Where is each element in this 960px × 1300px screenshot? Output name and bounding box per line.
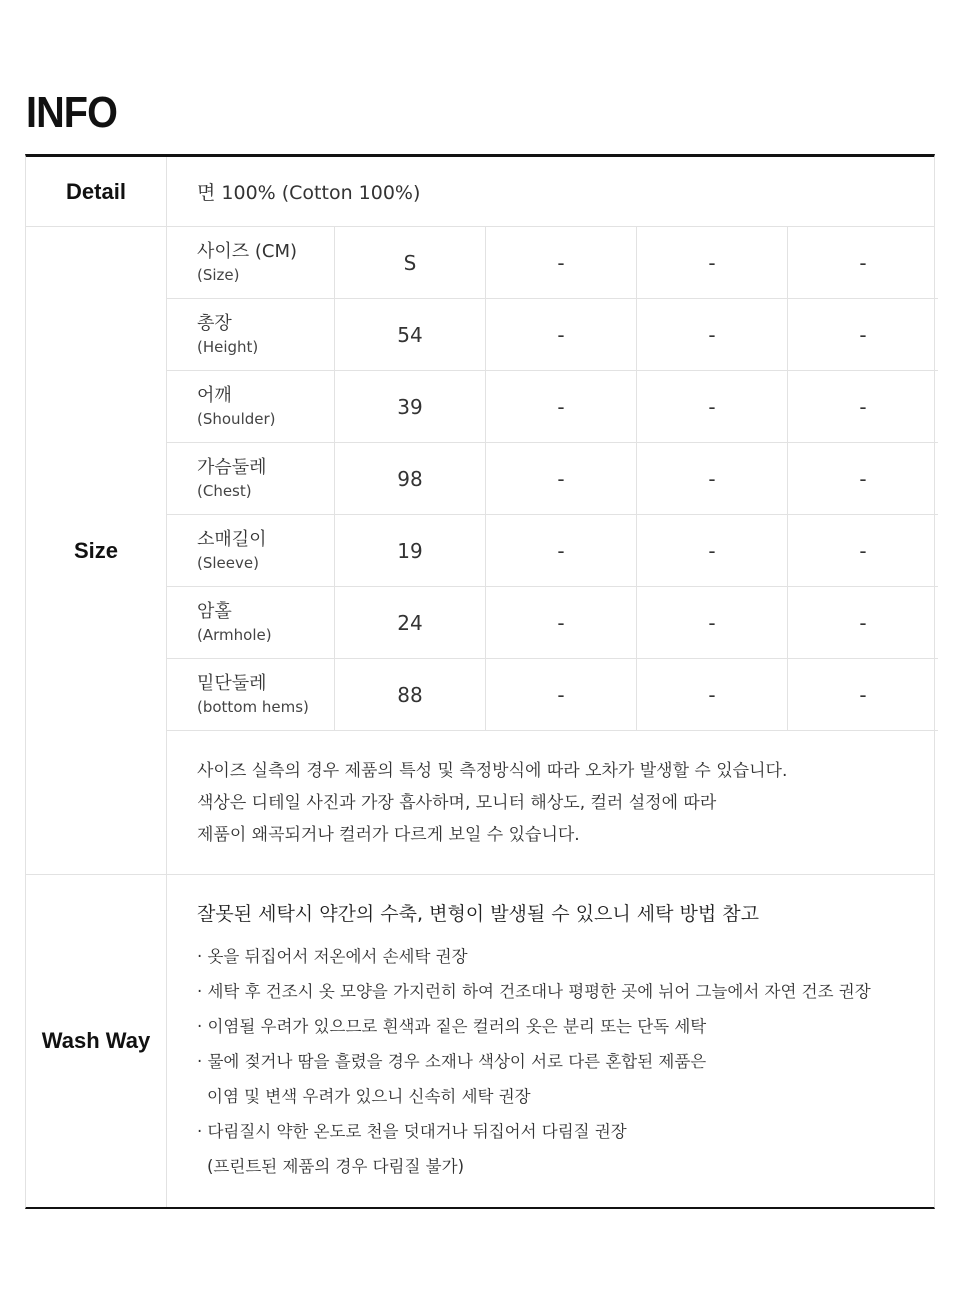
measure-value: 54 [335,299,486,370]
wash-instruction: · 물에 젖거나 땀을 흘렸을 경우 소재나 색상이 서로 다른 혼합된 제품은 [197,1052,707,1071]
size-table-row [167,371,938,443]
size-note-line: 사이즈 실측의 경우 제품의 특성 및 측정방식에 따라 오차가 발생할 수 있습니다. [197,761,788,781]
wash-instruction: · 세탁 후 건조시 옷 모양을 가지런히 하여 건조대나 평평한 곳에 뉘어 그늘에서 자연 건조 권장 [197,982,871,1001]
measure-name-ko: 총장 [197,312,232,334]
measure-name-en: (Height) [197,337,259,356]
info-table [25,154,935,1209]
size-notes [167,731,938,874]
measure-value: 98 [335,443,486,514]
measure-value: 19 [335,515,486,586]
size-note-line: 제품이 왜곡되거나 컬러가 다르게 보일 수 있습니다. [197,825,580,845]
size-table-row [167,659,938,731]
wash-instruction: 이염 및 변색 우려가 있으니 신속히 세탁 권장 [207,1087,531,1106]
measure-value: S [335,227,486,298]
wash-instruction: · 다림질시 약한 온도로 천을 덧대거나 뒤집어서 다림질 권장 [197,1122,627,1141]
measure-name-ko: 어깨 [197,384,232,406]
measure-value: - [486,299,637,370]
measure-name-ko: 암홀 [197,600,232,622]
measure-name-en: (Armhole) [197,625,272,644]
measure-name [167,443,335,514]
measure-value: - [637,371,788,442]
measure-value: - [486,371,637,442]
measure-value: - [486,587,637,658]
measure-value: - [859,466,867,491]
measure-name [167,515,335,586]
measure-name [167,371,335,442]
measure-name [167,227,335,298]
size-body [167,227,938,874]
measure-value: - [637,443,788,514]
wash-instruction: · 이염될 우려가 있으므로 흰색과 짙은 컬러의 옷은 분리 또는 단독 세탁 [197,1017,707,1036]
size-table-row [167,299,938,371]
measure-value: - [859,322,867,347]
detail-label: Detail [26,157,167,226]
detail-row [26,157,934,227]
measure-name-en: (Size) [197,265,240,284]
measure-name-en: (bottom hems) [197,697,309,716]
detail-value: 면 100% (Cotton 100%) [197,182,421,204]
measure-value: - [859,538,867,563]
measure-value: - [637,659,788,730]
measure-value: - [859,610,867,635]
measure-value: - [859,394,867,419]
measure-value: - [637,299,788,370]
measure-value: - [637,227,788,298]
measure-value: - [486,659,637,730]
wash-instruction: · 옷을 뒤집어서 저온에서 손세탁 권장 [197,947,468,966]
wash-row [26,875,934,1207]
measure-name-ko: 밑단둘레 [197,672,267,694]
measure-value: - [486,515,637,586]
measure-name-ko: 소매길이 [197,528,267,550]
measure-value: 39 [335,371,486,442]
measure-value: - [486,227,637,298]
size-table-row [167,227,938,299]
wash-label: Wash Way [26,875,167,1207]
size-note-line: 색상은 디테일 사진과 가장 흡사하며, 모니터 해상도, 컬러 설정에 따라 [197,793,717,813]
measure-name-en: (Chest) [197,481,252,500]
measure-name-ko: 가슴둘레 [197,456,267,478]
page-title: INFO [26,88,117,137]
size-label: Size [26,227,167,874]
measure-name [167,587,335,658]
measure-value: - [637,515,788,586]
measure-value: - [486,443,637,514]
wash-heading: 잘못된 세탁시 약간의 수축, 변형이 발생될 수 있으니 세탁 방법 참고 [197,903,759,925]
measure-value: 88 [335,659,486,730]
wash-body [167,875,934,1207]
measure-value: 24 [335,587,486,658]
size-table-row [167,515,938,587]
measure-name-en: (Sleeve) [197,553,259,572]
measure-name-ko: 사이즈 (CM) [197,240,298,262]
measure-value: - [859,250,867,275]
size-table-row [167,443,938,515]
size-table-row [167,587,938,659]
measure-name [167,659,335,730]
size-table [167,227,938,731]
wash-instruction: (프린트된 제품의 경우 다림질 불가) [207,1157,464,1176]
measure-value: - [637,587,788,658]
measure-name-en: (Shoulder) [197,409,276,428]
measure-value: - [859,682,867,707]
size-row [26,227,934,875]
measure-name [167,299,335,370]
